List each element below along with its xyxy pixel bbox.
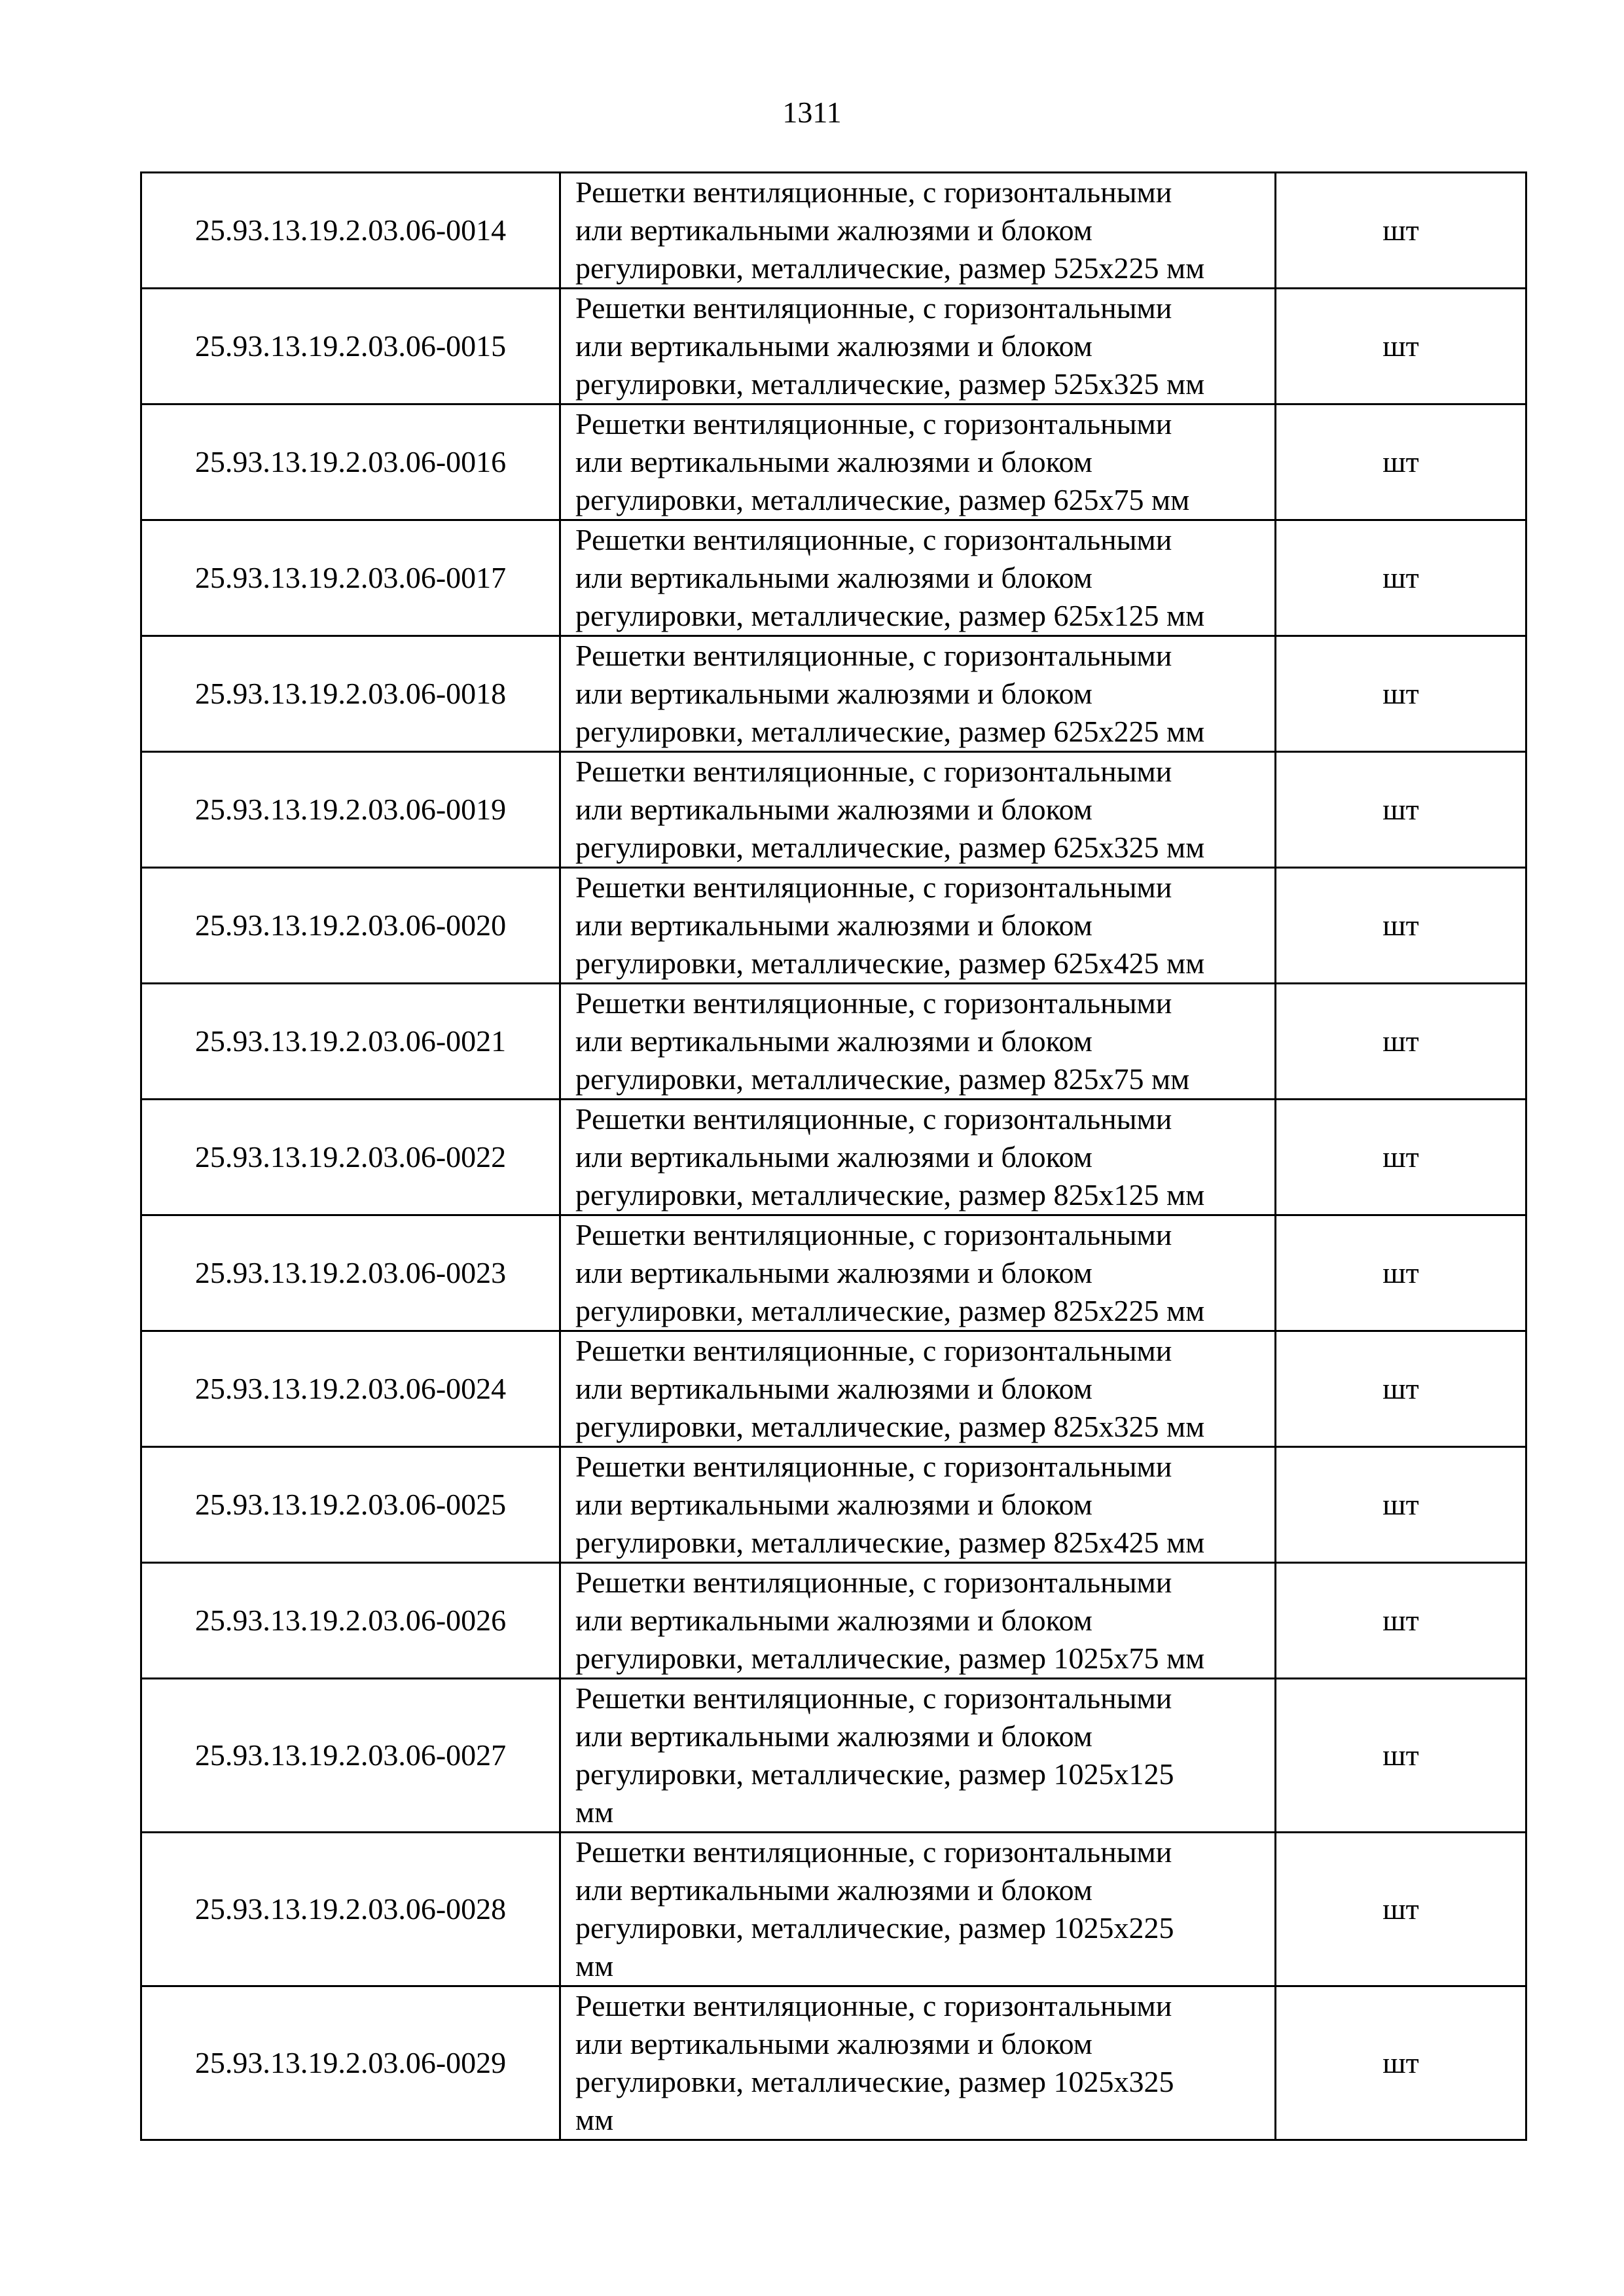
description-line: регулировки, металлические, размер 1025х225 [575,1911,1174,1945]
description-line: регулировки, металлические, размер 625х125 мм [575,599,1205,632]
description-line: регулировки, металлические, размер 825х225 мм [575,1294,1205,1327]
table-row [141,752,1526,868]
description-line: Решетки вентиляционные, с горизонтальными [575,1218,1172,1251]
description-line: регулировки, металлические, размер 825х125 мм [575,1178,1205,1211]
resource-code: 25.93.13.19.2.03.06-0017 [141,520,560,636]
resource-code: 25.93.13.19.2.03.06-0023 [141,1215,560,1331]
description-line: Решетки вентиляционные, с горизонтальными [575,986,1172,1020]
description-line: или вертикальными жалюзями и блоком [575,1256,1092,1289]
description-line: Решетки вентиляционные, с горизонтальными [575,1989,1172,2022]
unit-of-measure: шт [1276,1100,1526,1215]
resource-description [560,1986,1276,2140]
description-line: или вертикальными жалюзями и блоком [575,1372,1092,1405]
resource-code: 25.93.13.19.2.03.06-0022 [141,1100,560,1215]
unit-of-measure: шт [1276,636,1526,752]
description-line: регулировки, металлические, размер 525х325 мм [575,367,1205,401]
resource-description [560,289,1276,404]
resource-description [560,1331,1276,1447]
description-line: Решетки вентиляционные, с горизонтальными [575,755,1172,788]
table-row [141,1833,1526,1986]
resource-description [560,868,1276,984]
resource-description [560,752,1276,868]
description-line: Решетки вентиляционные, с горизонтальными [575,1102,1172,1136]
table-row [141,1331,1526,1447]
description-line: Решетки вентиляционные, с горизонтальными [575,291,1172,325]
description-line: регулировки, металлические, размер 625х225 мм [575,715,1205,748]
description-line: Решетки вентиляционные, с горизонтальными [575,523,1172,556]
table-row [141,289,1526,404]
table-row [141,868,1526,984]
description-line: или вертикальными жалюзями и блоком [575,1873,1092,1907]
description-line: или вертикальными жалюзями и блоком [575,445,1092,478]
resource-code: 25.93.13.19.2.03.06-0016 [141,404,560,520]
description-line: или вертикальными жалюзями и блоком [575,1488,1092,1521]
table-row [141,173,1526,289]
description-line: или вертикальными жалюзями и блоком [575,1024,1092,1058]
description-line: Решетки вентиляционные, с горизонтальными [575,175,1172,209]
description-line: Решетки вентиляционные, с горизонтальными [575,1835,1172,1869]
description-line: или вертикальными жалюзями и блоком [575,1140,1092,1174]
table-row [141,984,1526,1100]
description-line: или вертикальными жалюзями и блоком [575,561,1092,594]
unit-of-measure: шт [1276,1215,1526,1331]
resource-code: 25.93.13.19.2.03.06-0026 [141,1563,560,1679]
resource-description [560,1833,1276,1986]
unit-of-measure: шт [1276,1563,1526,1679]
resource-description [560,1447,1276,1563]
table-row [141,636,1526,752]
unit-of-measure: шт [1276,289,1526,404]
description-line: мм [575,1795,614,1829]
unit-of-measure: шт [1276,1447,1526,1563]
description-line: Решетки вентиляционные, с горизонтальными [575,1334,1172,1367]
unit-of-measure: шт [1276,173,1526,289]
description-line: или вертикальными жалюзями и блоком [575,793,1092,826]
resource-code: 25.93.13.19.2.03.06-0024 [141,1331,560,1447]
description-line: Решетки вентиляционные, с горизонтальными [575,870,1172,904]
table-row [141,1563,1526,1679]
description-line: Решетки вентиляционные, с горизонтальными [575,1450,1172,1483]
description-line: регулировки, металлические, размер 1025х75 мм [575,1641,1205,1675]
page-number: 1311 [782,96,842,129]
unit-of-measure: шт [1276,752,1526,868]
unit-of-measure: шт [1276,520,1526,636]
resource-table [140,171,1527,2141]
description-line: Решетки вентиляционные, с горизонтальными [575,1681,1172,1715]
resource-code: 25.93.13.19.2.03.06-0020 [141,868,560,984]
table-row [141,404,1526,520]
resource-code: 25.93.13.19.2.03.06-0018 [141,636,560,752]
resource-description [560,173,1276,289]
resource-description [560,1100,1276,1215]
resource-code: 25.93.13.19.2.03.06-0029 [141,1986,560,2140]
resource-code: 25.93.13.19.2.03.06-0019 [141,752,560,868]
description-line: регулировки, металлические, размер 625х75 мм [575,483,1190,516]
unit-of-measure: шт [1276,1986,1526,2140]
resource-code: 25.93.13.19.2.03.06-0015 [141,289,560,404]
resource-description [560,404,1276,520]
resource-description [560,984,1276,1100]
description-line: регулировки, металлические, размер 825х425 мм [575,1526,1205,1559]
description-line: Решетки вентиляционные, с горизонтальными [575,1566,1172,1599]
unit-of-measure: шт [1276,1679,1526,1833]
table-row [141,1215,1526,1331]
unit-of-measure: шт [1276,404,1526,520]
description-line: регулировки, металлические, размер 1025х325 [575,2065,1174,2098]
resource-code: 25.93.13.19.2.03.06-0021 [141,984,560,1100]
resource-description [560,636,1276,752]
unit-of-measure: шт [1276,984,1526,1100]
description-line: или вертикальными жалюзями и блоком [575,677,1092,710]
resource-code: 25.93.13.19.2.03.06-0014 [141,173,560,289]
resource-description [560,520,1276,636]
description-line: регулировки, металлические, размер 825х75 мм [575,1062,1190,1096]
unit-of-measure: шт [1276,1833,1526,1986]
description-line: или вертикальными жалюзями и блоком [575,1719,1092,1753]
resource-description [560,1215,1276,1331]
description-line: регулировки, металлические, размер 525х225 мм [575,251,1205,285]
unit-of-measure: шт [1276,1331,1526,1447]
description-line: или вертикальными жалюзями и блоком [575,1604,1092,1637]
description-line: регулировки, металлические, размер 1025х125 [575,1757,1174,1791]
table-row [141,1679,1526,1833]
resource-code: 25.93.13.19.2.03.06-0025 [141,1447,560,1563]
description-line: или вертикальными жалюзями и блоком [575,908,1092,942]
table-row [141,1447,1526,1563]
description-line: мм [575,1949,614,1982]
description-line: или вертикальными жалюзями и блоком [575,2027,1092,2060]
table-row [141,1100,1526,1215]
resource-description [560,1563,1276,1679]
table-row [141,1986,1526,2140]
resource-description [560,1679,1276,1833]
resource-code: 25.93.13.19.2.03.06-0027 [141,1679,560,1833]
description-line: мм [575,2103,614,2136]
resource-code: 25.93.13.19.2.03.06-0028 [141,1833,560,1986]
description-line: или вертикальными жалюзями и блоком [575,213,1092,247]
description-line: регулировки, металлические, размер 625х325 мм [575,831,1205,864]
unit-of-measure: шт [1276,868,1526,984]
description-line: или вертикальными жалюзями и блоком [575,329,1092,363]
table-row [141,520,1526,636]
description-line: Решетки вентиляционные, с горизонтальными [575,407,1172,440]
description-line: Решетки вентиляционные, с горизонтальными [575,639,1172,672]
description-line: регулировки, металлические, размер 825х325 мм [575,1410,1205,1443]
description-line: регулировки, металлические, размер 625х425 мм [575,946,1205,980]
